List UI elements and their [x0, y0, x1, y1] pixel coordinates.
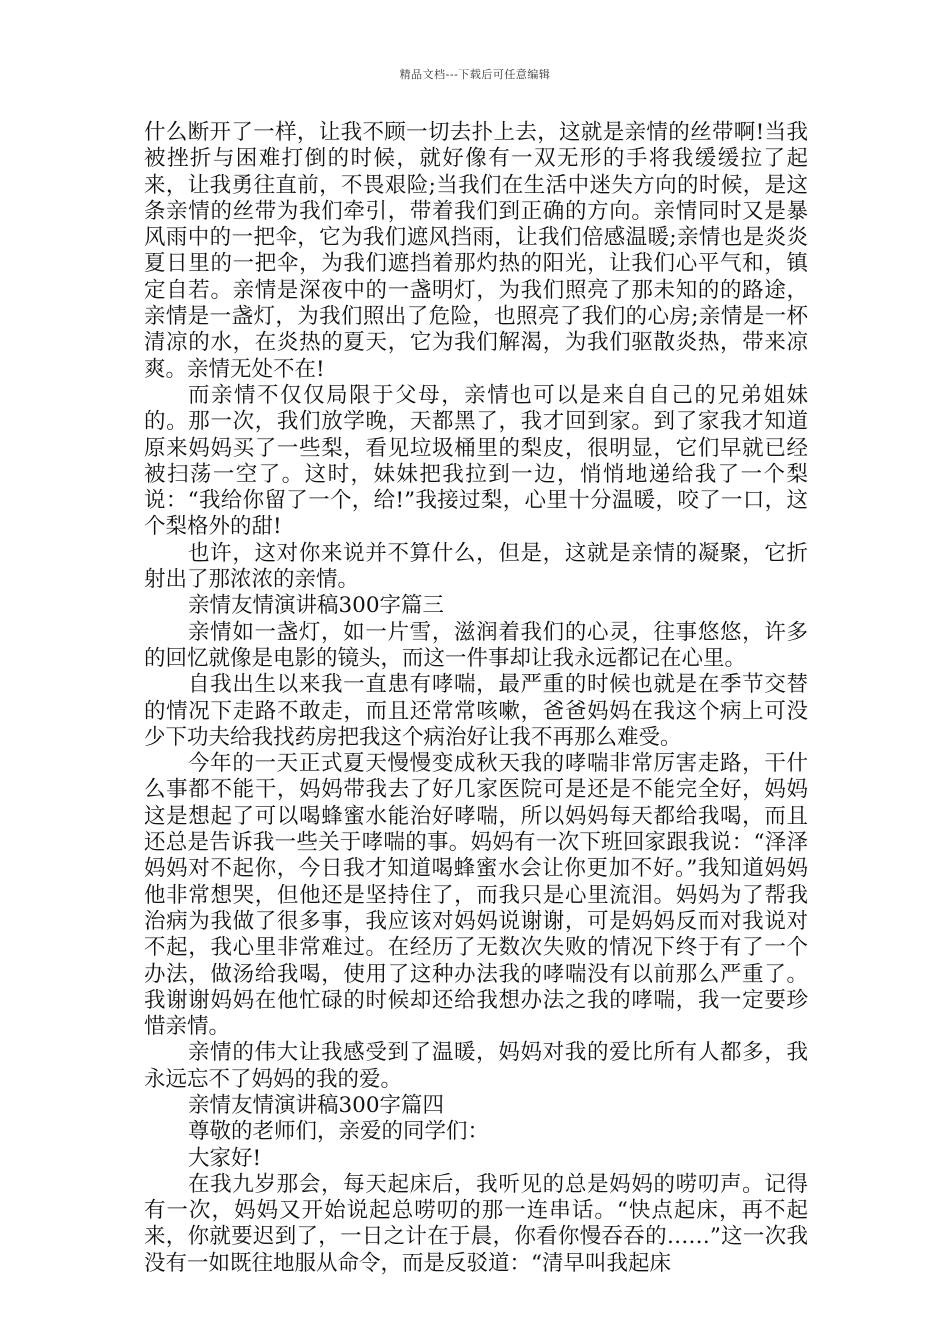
paragraph: 今年的一天正式夏天慢慢变成秋天我的哮喘非常厉害走路，干什么事都不能干，妈妈带我去了好几家医院可是还是不能完全好，妈妈这是想起了可以喝蜂蜜水能治好哮喘，所以妈妈每天都给我喝，而且还总是告诉我一些关于哮喘的事。妈妈有一次下班回家跟我说：“泽泽妈妈对不起你，今日我才知道喝蜂蜜水会让你更加不好。”我知道妈妈他非常想哭，但他还是坚持住了，而我只是心里流泪。妈妈为了帮我治病为我做了很多事，我应该对妈妈说谢谢，可是妈妈反而对我说对不起，我心里非常难过。在经历了无数次失败的情况下终于有了一个办法，做汤给我喝，使用了这种办法我的哮喘没有以前那么严重了。我谢谢妈妈在他忙碌的时候却还给我想办法之我的哮喘，我一定要珍惜亲情。	[144, 751, 808, 1040]
paragraph: 自我出生以来我一直患有哮喘，最严重的时候也就是在季节交替的情况下走路不敢走，而且还常常咳嗽，爸爸妈妈在我这个病上可没少下功夫给我找药房把我这个病治好让我不再那么难受。	[144, 672, 808, 750]
paragraph: 而亲情不仅仅局限于父母，亲情也可以是来自自己的兄弟姐妹的。那一次，我们放学晚，天都黑了，我才回到家。到了家我才知道原来妈妈买了一些梨，看见垃圾桶里的梨皮，很明显，它们早就已经被扫荡一空了。这时，妹妹把我拉到一边，悄悄地递给我了一个梨说：“我给你留了一个，给!”我接过梨，心里十分温暖，咬了一口，这个梨格外的甜!	[144, 382, 808, 540]
paragraph: 亲情如一盏灯，如一片雪，滋润着我们的心灵，往事悠悠，许多的回忆就像是电影的镜头，而这一件事却让我永远都记在心里。	[144, 619, 808, 671]
paragraph: 也许，这对你来说并不算什么，但是，这就是亲情的凝聚，它折射出了那浓浓的亲情。	[144, 540, 808, 593]
paragraph: 在我九岁那会，每天起床后，我听见的总是妈妈的唠叨声。记得有一次，妈妈又开始说起总唠叨的那一连串话。“快点起床，再不起来，你就要迟到了，一日之计在于晨，你看你慢吞吞的……”这一次我没有一如既往地服从命令，而是反驳道：“清早叫我起床	[144, 1171, 808, 1276]
paragraph: 亲情的伟大让我感受到了温暖，妈妈对我的爱比所有人都多，我永远忘不了妈妈的我的爱。	[144, 1040, 808, 1092]
salutation: 尊敬的老师们，亲爱的同学们：	[188, 1119, 490, 1145]
greeting: 大家好!	[188, 1145, 262, 1171]
section-heading: 亲情友情演讲稿300字篇四	[188, 1092, 445, 1118]
paragraph-continued: 什么断开了一样，让我不顾一切去扑上去，这就是亲情的丝带啊!当我被挫折与困难打倒的时候，就好像有一双无形的手将我缓缓拉了起来，让我勇往直前，不畏艰险;当我们在生活中迷失方向的时候，是这条亲情的丝带为我们牵引，带着我们到正确的方向。亲情同时又是暴风雨中的一把伞，它为我们遮风挡雨，让我们倍感温暖;亲情也是炎炎夏日里的一把伞，为我们遮挡着那灼热的阳光，让我们心平气和，镇定自若。亲情是深夜中的一盏明灯，为我们照亮了那未知的的路途，亲情是一盏灯，为我们照出了危险，也照亮了我们的心房;亲情是一杯清凉的水，在炎热的夏天，它为我们解渴，为我们驱散炎热，带来凉爽。亲情无处不在!	[144, 120, 808, 382]
section-heading: 亲情友情演讲稿300字篇三	[188, 593, 445, 619]
page-header: 精品文档---下载后可任意编辑	[399, 68, 551, 81]
document-body	[144, 120, 808, 1277]
